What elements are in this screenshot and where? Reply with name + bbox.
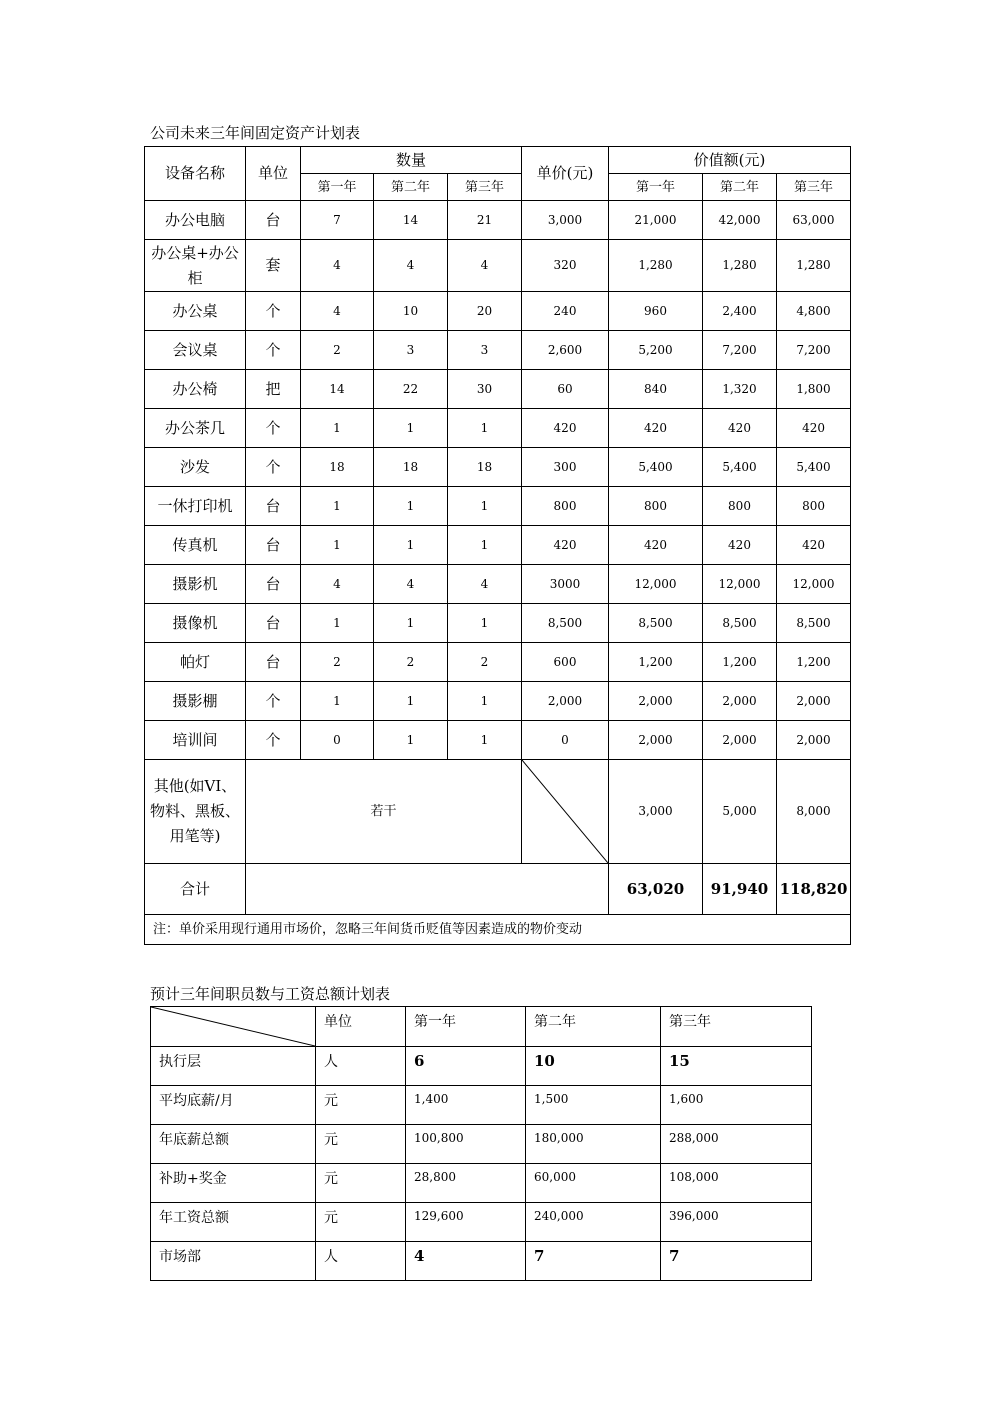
table-note: 注：单价采用现行通用市场价，忽略三年间货币贬值等因素造成的物价变动 [145, 915, 851, 945]
asset-cell: 0 [522, 721, 609, 760]
asset-cell: 420 [609, 526, 703, 565]
asset-cell: 1,320 [703, 370, 777, 409]
diagonal-header-cell [151, 1007, 316, 1047]
fixed-asset-table [144, 146, 851, 945]
asset-name: 会议桌 [145, 331, 246, 370]
asset-unit: 台 [246, 487, 301, 526]
asset-cell: 30 [448, 370, 522, 409]
staff-header-year2: 第二年 [526, 1007, 661, 1047]
asset-cell: 1 [301, 487, 374, 526]
header-qty-year2: 第二年 [374, 174, 448, 201]
table-row [145, 526, 851, 565]
asset-cell: 8,500 [522, 604, 609, 643]
asset-cell: 1 [448, 526, 522, 565]
asset-unit: 个 [246, 331, 301, 370]
asset-cell: 1,200 [777, 643, 851, 682]
asset-cell: 2 [448, 643, 522, 682]
diagonal-empty-cell [522, 760, 609, 864]
asset-cell: 7 [301, 201, 374, 240]
asset-cell: 420 [522, 409, 609, 448]
table-row [151, 1086, 812, 1125]
asset-cell: 2,000 [703, 721, 777, 760]
asset-name: 办公电脑 [145, 201, 246, 240]
asset-name: 沙发 [145, 448, 246, 487]
asset-cell: 1 [301, 682, 374, 721]
staff-row-unit: 元 [316, 1203, 406, 1242]
asset-cell: 14 [301, 370, 374, 409]
asset-cell: 600 [522, 643, 609, 682]
asset-cell: 1 [448, 409, 522, 448]
header-name: 设备名称 [145, 147, 246, 201]
asset-cell: 2,000 [609, 721, 703, 760]
asset-cell: 21,000 [609, 201, 703, 240]
asset-unit: 台 [246, 201, 301, 240]
asset-cell: 420 [777, 526, 851, 565]
staff-header-year1: 第一年 [406, 1007, 526, 1047]
asset-name: 办公桌+办公柜 [145, 240, 246, 292]
staff-row-label: 年工资总额 [151, 1203, 316, 1242]
staff-salary-table [150, 1006, 812, 1281]
asset-cell: 8,500 [777, 604, 851, 643]
table-row [145, 643, 851, 682]
table-row-total [145, 864, 851, 915]
asset-cell: 4,800 [777, 292, 851, 331]
asset-cell: 960 [609, 292, 703, 331]
staff-cell: 129,600 [406, 1203, 526, 1242]
header-price: 单价(元) [522, 147, 609, 201]
asset-cell: 12,000 [703, 565, 777, 604]
table-row [145, 201, 851, 240]
staff-table-title: 预计三年间职员数与工资总额计划表 [150, 985, 391, 1003]
asset-cell: 420 [703, 526, 777, 565]
asset-cell: 14 [374, 201, 448, 240]
asset-cell: 1 [301, 409, 374, 448]
staff-cell: 108,000 [661, 1164, 812, 1203]
staff-cell: 10 [526, 1047, 661, 1086]
asset-cell: 3000 [522, 565, 609, 604]
table-row [145, 292, 851, 331]
asset-unit: 个 [246, 292, 301, 331]
asset-table-title: 公司未来三年间固定资产计划表 [150, 124, 361, 142]
asset-cell: 800 [703, 487, 777, 526]
staff-header-unit: 单位 [316, 1007, 406, 1047]
asset-cell: 420 [522, 526, 609, 565]
header-qty-year1: 第一年 [301, 174, 374, 201]
staff-cell: 60,000 [526, 1164, 661, 1203]
asset-cell: 0 [301, 721, 374, 760]
asset-cell: 1,200 [703, 643, 777, 682]
other-value-year1: 3,000 [609, 760, 703, 864]
header-value: 价值额(元) [609, 147, 851, 174]
staff-cell: 7 [661, 1242, 812, 1281]
asset-cell: 2,000 [522, 682, 609, 721]
asset-cell: 4 [301, 240, 374, 292]
asset-cell: 12,000 [777, 565, 851, 604]
header-quantity: 数量 [301, 147, 522, 174]
asset-cell: 18 [448, 448, 522, 487]
asset-cell: 4 [448, 240, 522, 292]
staff-row-unit: 人 [316, 1047, 406, 1086]
asset-name: 摄影机 [145, 565, 246, 604]
asset-cell: 1 [448, 682, 522, 721]
asset-name: 办公茶几 [145, 409, 246, 448]
asset-cell: 1 [374, 682, 448, 721]
asset-cell: 3,000 [522, 201, 609, 240]
staff-row-unit: 元 [316, 1086, 406, 1125]
staff-row-label: 执行层 [151, 1047, 316, 1086]
staff-row-label: 补助+奖金 [151, 1164, 316, 1203]
asset-cell: 840 [609, 370, 703, 409]
asset-unit: 台 [246, 565, 301, 604]
asset-cell: 20 [448, 292, 522, 331]
asset-cell: 3 [374, 331, 448, 370]
asset-cell: 8,500 [609, 604, 703, 643]
asset-cell: 800 [522, 487, 609, 526]
staff-cell: 7 [526, 1242, 661, 1281]
asset-cell: 1 [301, 604, 374, 643]
table-row [151, 1125, 812, 1164]
staff-cell: 1,400 [406, 1086, 526, 1125]
table-row [145, 370, 851, 409]
staff-cell: 100,800 [406, 1125, 526, 1164]
total-year1: 63,020 [609, 864, 703, 915]
asset-cell: 1 [374, 721, 448, 760]
table-row [145, 565, 851, 604]
asset-cell: 10 [374, 292, 448, 331]
asset-name: 摄影棚 [145, 682, 246, 721]
table-row [145, 448, 851, 487]
table-row [151, 1164, 812, 1203]
asset-cell: 7,200 [703, 331, 777, 370]
asset-cell: 2 [374, 643, 448, 682]
staff-cell: 4 [406, 1242, 526, 1281]
asset-unit: 台 [246, 604, 301, 643]
asset-name: 培训间 [145, 721, 246, 760]
asset-cell: 4 [374, 240, 448, 292]
asset-name: 一休打印机 [145, 487, 246, 526]
table-row [145, 240, 851, 292]
asset-cell: 1,280 [609, 240, 703, 292]
staff-cell: 1,500 [526, 1086, 661, 1125]
staff-row-unit: 元 [316, 1125, 406, 1164]
asset-cell: 2,000 [609, 682, 703, 721]
asset-name: 办公椅 [145, 370, 246, 409]
asset-cell: 1 [374, 604, 448, 643]
asset-cell: 1 [448, 604, 522, 643]
asset-cell: 5,400 [703, 448, 777, 487]
table-row [151, 1047, 812, 1086]
asset-cell: 1 [374, 526, 448, 565]
header-qty-year3: 第三年 [448, 174, 522, 201]
asset-unit: 个 [246, 448, 301, 487]
asset-cell: 1,800 [777, 370, 851, 409]
staff-cell: 1,600 [661, 1086, 812, 1125]
table-row-other [145, 760, 851, 864]
staff-cell: 240,000 [526, 1203, 661, 1242]
asset-cell: 2,000 [777, 682, 851, 721]
staff-row-unit: 元 [316, 1164, 406, 1203]
header-val-year1: 第一年 [609, 174, 703, 201]
asset-cell: 63,000 [777, 201, 851, 240]
asset-cell: 1,200 [609, 643, 703, 682]
staff-cell: 28,800 [406, 1164, 526, 1203]
asset-cell: 1 [301, 526, 374, 565]
asset-cell: 1 [448, 487, 522, 526]
staff-cell: 6 [406, 1047, 526, 1086]
asset-cell: 2 [301, 643, 374, 682]
table-row [145, 604, 851, 643]
asset-cell: 60 [522, 370, 609, 409]
asset-cell: 1 [374, 487, 448, 526]
asset-cell: 4 [374, 565, 448, 604]
asset-cell: 2 [301, 331, 374, 370]
asset-name: 摄像机 [145, 604, 246, 643]
asset-name: 传真机 [145, 526, 246, 565]
asset-cell: 3 [448, 331, 522, 370]
staff-cell: 396,000 [661, 1203, 812, 1242]
other-value-year3: 8,000 [777, 760, 851, 864]
table-row [145, 409, 851, 448]
asset-cell: 1 [374, 409, 448, 448]
header-unit: 单位 [246, 147, 301, 201]
asset-cell: 300 [522, 448, 609, 487]
asset-cell: 5,400 [777, 448, 851, 487]
asset-cell: 800 [777, 487, 851, 526]
staff-cell: 288,000 [661, 1125, 812, 1164]
asset-cell: 800 [609, 487, 703, 526]
asset-cell: 2,600 [522, 331, 609, 370]
table-row [145, 487, 851, 526]
asset-cell: 12,000 [609, 565, 703, 604]
other-name: 其他(如VI、物料、黑板、用笔等) [145, 760, 246, 864]
staff-row-label: 平均底薪/月 [151, 1086, 316, 1125]
staff-header-year3: 第三年 [661, 1007, 812, 1047]
staff-cell: 180,000 [526, 1125, 661, 1164]
asset-cell: 320 [522, 240, 609, 292]
asset-name: 帕灯 [145, 643, 246, 682]
asset-unit: 个 [246, 682, 301, 721]
total-label: 合计 [145, 864, 246, 915]
asset-cell: 1,280 [703, 240, 777, 292]
asset-unit: 个 [246, 409, 301, 448]
table-row [151, 1242, 812, 1281]
asset-cell: 1 [448, 721, 522, 760]
asset-unit: 把 [246, 370, 301, 409]
header-val-year2: 第二年 [703, 174, 777, 201]
staff-row-label: 市场部 [151, 1242, 316, 1281]
asset-cell: 2,000 [703, 682, 777, 721]
asset-cell: 22 [374, 370, 448, 409]
asset-unit: 套 [246, 240, 301, 292]
asset-cell: 420 [777, 409, 851, 448]
total-year3: 118,820 [777, 864, 851, 915]
asset-cell: 18 [301, 448, 374, 487]
asset-cell: 420 [609, 409, 703, 448]
asset-cell: 5,400 [609, 448, 703, 487]
asset-cell: 42,000 [703, 201, 777, 240]
asset-cell: 4 [301, 292, 374, 331]
other-value-year2: 5,000 [703, 760, 777, 864]
asset-cell: 240 [522, 292, 609, 331]
total-empty [246, 864, 609, 915]
asset-cell: 2,000 [777, 721, 851, 760]
asset-unit: 个 [246, 721, 301, 760]
asset-unit: 台 [246, 643, 301, 682]
asset-unit: 台 [246, 526, 301, 565]
table-row [151, 1203, 812, 1242]
staff-row-label: 年底薪总额 [151, 1125, 316, 1164]
table-row [145, 721, 851, 760]
asset-cell: 2,400 [703, 292, 777, 331]
asset-cell: 420 [703, 409, 777, 448]
asset-cell: 5,200 [609, 331, 703, 370]
table-row [145, 682, 851, 721]
asset-cell: 1,280 [777, 240, 851, 292]
table-row [145, 331, 851, 370]
asset-cell: 21 [448, 201, 522, 240]
asset-cell: 4 [448, 565, 522, 604]
asset-name: 办公桌 [145, 292, 246, 331]
header-val-year3: 第三年 [777, 174, 851, 201]
asset-cell: 4 [301, 565, 374, 604]
asset-cell: 7,200 [777, 331, 851, 370]
staff-row-unit: 人 [316, 1242, 406, 1281]
asset-cell: 8,500 [703, 604, 777, 643]
total-year2: 91,940 [703, 864, 777, 915]
asset-cell: 18 [374, 448, 448, 487]
staff-cell: 15 [661, 1047, 812, 1086]
other-quantity: 若干 [246, 760, 522, 864]
